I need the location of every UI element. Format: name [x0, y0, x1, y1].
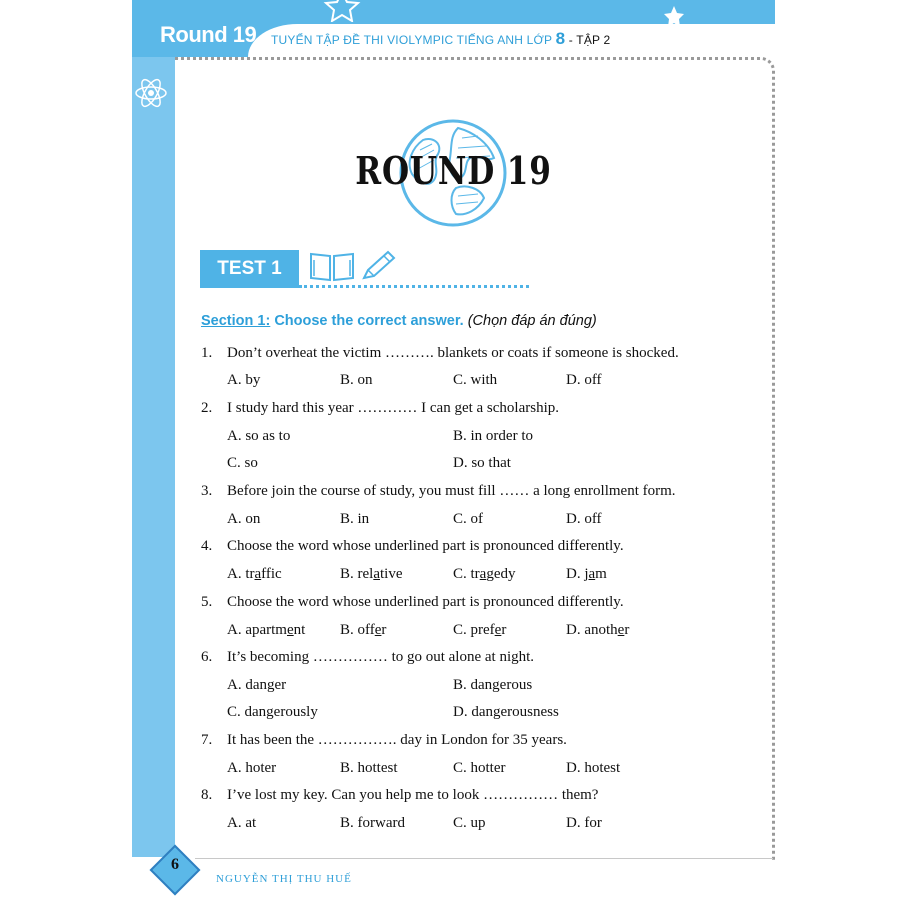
option: C. hotter — [453, 760, 506, 776]
book-title-part: TẬP 2 — [576, 33, 611, 47]
option: A. hoter — [227, 760, 277, 776]
option: A. danger — [227, 677, 287, 693]
question-text: It’s becoming …………… to go out alone at night. — [227, 649, 535, 665]
book-title-sep: - — [565, 33, 577, 47]
question-text: Before join the course of study, you must fill …… a long enrollment form. — [227, 483, 676, 499]
book-title-grade: 8 — [555, 29, 566, 48]
option: D. off — [566, 511, 602, 527]
question-number: 5. — [201, 594, 213, 610]
round-tag: Round 19 — [160, 22, 257, 47]
footer-divider — [195, 858, 773, 859]
option: C. dangerously — [227, 704, 318, 720]
star-icon — [663, 6, 685, 28]
question-number: 4. — [201, 538, 213, 554]
section-instruction: Choose the correct answer. — [270, 313, 464, 329]
question-number: 3. — [201, 483, 213, 499]
option: C. up — [453, 815, 486, 831]
test-label: TEST 1 — [217, 258, 282, 279]
option: C. of — [453, 511, 483, 527]
option: B. forward — [340, 815, 405, 831]
option: D. dangerousness — [453, 704, 559, 720]
star-icon — [322, 0, 362, 22]
section-number: Section 1: — [201, 313, 271, 329]
question-number: 7. — [201, 732, 213, 748]
option: B. in — [340, 511, 370, 527]
option: B. relative — [340, 566, 403, 582]
question-text: Choose the word whose underlined part is pronounced differently. — [227, 538, 624, 554]
question-text: I study hard this year ………… I can get a scholarship. — [227, 400, 559, 416]
option: C. tragedy — [453, 566, 516, 582]
option: B. hottest — [340, 760, 398, 776]
option: A. apartment — [227, 622, 306, 638]
option: B. dangerous — [453, 677, 533, 693]
option: A. on — [227, 511, 261, 527]
section-instruction-vi: (Chọn đáp án đúng) — [463, 313, 597, 329]
question-number: 2. — [201, 400, 213, 416]
page-number: 6 — [171, 856, 179, 873]
question-text: It has been the ……………. day in London for 35 years. — [227, 732, 567, 748]
test-divider — [299, 285, 529, 288]
option: C. so — [227, 455, 258, 471]
book-title-text: TUYỂN TẬP ĐỀ THI VIOLYMPIC TIẾNG ANH LỚP — [271, 33, 556, 47]
question-text: Don’t overheat the victim ………. blankets or coats if someone is shocked. — [227, 345, 679, 361]
question-text: I’ve lost my key. Can you help me to look …………… them? — [227, 787, 599, 803]
atom-icon — [134, 76, 168, 110]
option: A. so as to — [227, 428, 291, 444]
round-title: ROUND 19 — [355, 148, 552, 193]
option: B. offer — [340, 622, 387, 638]
option: D. another — [566, 622, 630, 638]
option: A. by — [227, 372, 261, 388]
question-number: 8. — [201, 787, 213, 803]
option: C. prefer — [453, 622, 507, 638]
book-icon — [308, 250, 356, 282]
question-text: Choose the word whose underlined part is pronounced differently. — [227, 594, 624, 610]
option: D. hotest — [566, 760, 621, 776]
test-badge — [200, 250, 299, 288]
option: A. traffic — [227, 566, 282, 582]
option: B. in order to — [453, 428, 533, 444]
author: NGUYỄN THỊ THU HUẾ — [216, 873, 352, 885]
option: D. so that — [453, 455, 511, 471]
section-header — [201, 313, 597, 329]
option: A. at — [227, 815, 257, 831]
option: C. with — [453, 372, 498, 388]
option: B. on — [340, 372, 373, 388]
question-number: 6. — [201, 649, 213, 665]
pencil-icon — [358, 250, 398, 282]
option: D. off — [566, 372, 602, 388]
book-title — [271, 29, 610, 49]
option: D. jam — [566, 566, 607, 582]
question-number: 1. — [201, 345, 213, 361]
option: D. for — [566, 815, 602, 831]
